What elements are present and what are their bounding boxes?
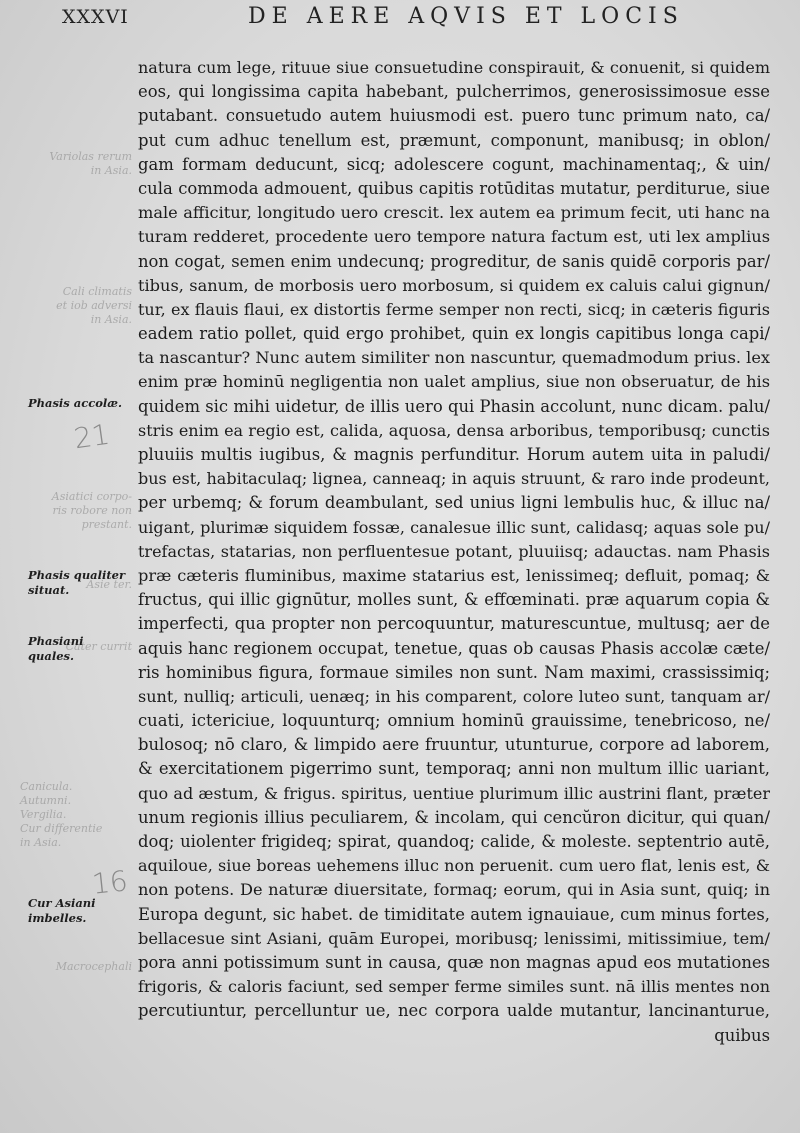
text-line: enim præ hominū negligentia non ualet amplius, siue non obseruatur, de his [138, 372, 770, 392]
text-line: male afficitur, longitudo uero crescit. lex autem ea primum fecit, uti hanc na [138, 203, 770, 223]
marginal-note-phasis-accolae: Phasis accolæ. [28, 396, 122, 410]
text-line: sunt, nulliq; articuli, uenæq; in his comparent, colore luteo sunt, tanquam ar/ [138, 686, 770, 706]
pencil-mark: 21 [71, 417, 112, 456]
text-line: tibus, sanum, de morbosis uero morbosum, si quidem ex caluis calui gignun/ [138, 275, 770, 295]
text-line: bus est, habitaculaq; lignea, canneaq; in aquis struunt, & raro inde prodeunt, [138, 469, 770, 489]
text-line: præ cæteris fluminibus, maxime statarius est, lenissimeq; defluit, pomaq; & [138, 565, 770, 585]
text-line: ris hominibus figura, formaue similes non sunt. Nam maximi, crassissimiq; [138, 662, 770, 682]
bleed-through-texture: Asiatici corpo- ris robore non prestant. [51, 490, 132, 531]
text-line: imperfecti, qua propter non percoquuntur, maturescuntue, multusq; aer de [138, 614, 770, 634]
text-line: quidem sic mihi uidetur, de illis uero qui Phasin accolunt, nunc dicam. palu/ [138, 396, 770, 416]
bleed-through-texture: Variolas rerum in Asia. [49, 150, 132, 177]
text-line: bulosoq; nō claro, & limpido aere fruuntur, utunturue, corpore ad laborem, [138, 735, 770, 755]
text-line: pora anni potissimum sunt in causa, quæ non magnas apud eos mutationes [138, 952, 770, 972]
marginal-note-cur-asiani: Cur Asiani imbelles. [28, 896, 96, 925]
text-line: natura cum lege, rituue siue consuetudine conspirauit, & conuenit, si quidem [138, 58, 770, 77]
text-line: trefactas, statarias, non perfluentesue potant, pluuiisq; adauctas. nam Phasis [138, 541, 770, 561]
marginal-note-phasis-qualiter: Phasis qualiter situat. [28, 568, 126, 597]
bleed-through-texture: Asie ter. [86, 578, 132, 591]
text-line: turam redderet, procedente uero tempore natura factum est, uti lex amplius [138, 227, 770, 247]
text-line: ta nascantur? Nunc autem similiter non nascuntur, quemadmodum prius. lex [138, 348, 770, 368]
text-line: percutiuntur, percelluntur ue, nec corpora ualde mutantur, lancinanturue, [138, 1001, 770, 1021]
bleed-through-texture: Cali climatis et iob adversi in Asia. [56, 285, 132, 326]
bleed-through-texture: Macrocephali [55, 960, 132, 973]
text-line: fructus, qui illic gignūtur, molles sunt, & effœminati. præ aquarum copia & [138, 590, 770, 610]
text-line: non potens. De naturæ diuersitate, formaq; eorum, qui in Asia sunt, quiq; in [138, 880, 770, 900]
text-line: uigant, plurimæ siquidem fossæ, canalesue illic sunt, calidasq; aquas sole pu/ [138, 517, 770, 537]
marginal-note-phasiani-quales: Phasiani quales. [28, 634, 84, 663]
text-line: putabant. consuetudo autem huiusmodi est. puero tunc primum nato, ca/ [138, 106, 770, 126]
text-line: & exercitationem pigerrimo sunt, temporaq; anni non multum illic uariant, [138, 759, 770, 779]
text-line: eos, qui longissima capita habebant, pulcherrimos, generosissimosue esse [138, 82, 770, 102]
text-line: pluuiis multis iugibus, & magnis perfunditur. Horum autem uita in paludi/ [138, 445, 770, 464]
main-text-block [138, 56, 770, 1048]
folio-number: XXXVI [62, 6, 129, 28]
text-line: stris enim ea regio est, calida, aquosa, densa arboribus, temporibusq; cunctis [138, 420, 770, 440]
bleed-through-texture: Canicula. Autumni. Vergilia. Cur differentie in Asia. [20, 780, 103, 849]
text-line: Europa degunt, sic habet. de timiditate autem ignauiaue, cum minus fortes, [138, 904, 770, 924]
text-line: put cum adhuc tenellum est, præmunt, componunt, manibusq; in oblon/ [138, 130, 770, 150]
text-line: frigoris, & caloris faciunt, sed semper ferme similes sunt. nā illis mentes non [138, 977, 770, 997]
pencil-mark: 16 [90, 864, 130, 901]
text-line: cuati, ictericiue, loquunturq; omnium hominū grauissime, tenebricoso, ne/ [138, 711, 770, 731]
text-line: aquiloue, siue boreas uehemens illuc non peruenit. cum uero flat, lenis est, & [138, 856, 770, 876]
text-line: bellacesue sint Asiani, quām Europei, moribusq; lenissimi, mitissimiue, tem/ [138, 928, 770, 948]
text-line: quo ad æstum, & frigus. spiritus, uentiue plurimum illic austrini flant, præter [138, 783, 770, 803]
running-title: DE AERE AQVIS ET LOCIS [248, 4, 684, 29]
text-line: doq; uiolenter frigideq; spirat, quandoq; calide, & moleste. septentrio autē, [138, 832, 770, 851]
text-line: cula commoda admouent, quibus capitis rotūditas mutatur, perditurue, siue [138, 178, 770, 198]
text-line: quibus [714, 1025, 770, 1045]
text-line: eadem ratio pollet, quid ergo prohibet, quin ex longis capitibus longa capi/ [138, 324, 770, 344]
text-line: non cogat, semen enim undecunq; progreditur, de sanis quidē corporis par/ [138, 251, 770, 271]
text-line: unum regionis illius peculiarem, & incolam, qui cencŭron dicitur, qui quan/ [138, 807, 770, 827]
bleed-through-texture: Cater currit [65, 640, 132, 653]
text-line: aquis hanc regionem occupat, tenetue, quas ob causas Phasis accolæ cæte/ [138, 638, 770, 658]
text-line: tur, ex flauis flaui, ex distortis ferme semper non recti, sicq; in cæteris figuris [138, 299, 770, 319]
text-line: gam formam deducunt, sicq; adolescere cogunt, machinamentaq;, & uin/ [138, 154, 770, 174]
text-line: per urbemq; & forum deambulant, sed unius ligni lembulis huc, & illuc na/ [138, 493, 770, 513]
